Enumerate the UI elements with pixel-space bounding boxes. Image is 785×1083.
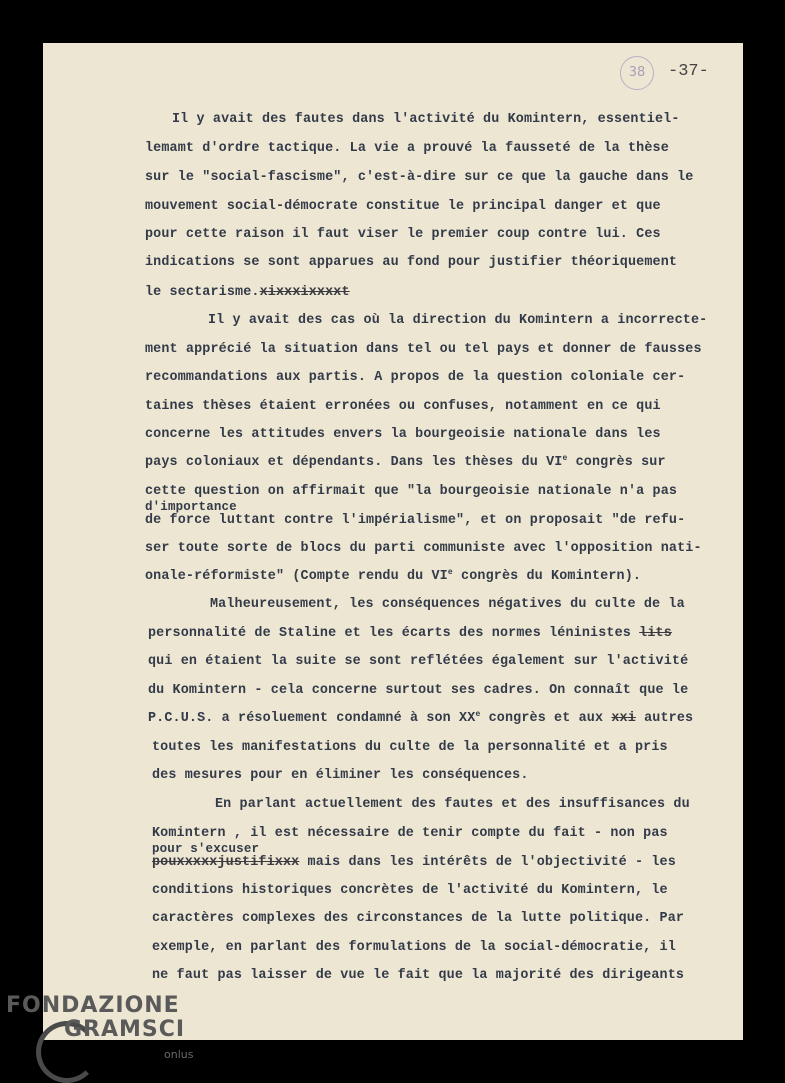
watermark-line3: onlus	[164, 1048, 194, 1061]
watermark-line1: FONDAZIONE	[6, 993, 180, 1018]
text-line: Malheureusement, les conséquences négatives du culte de la	[210, 597, 685, 612]
interlinear-insertion: pour s'excuser	[152, 842, 260, 856]
text-line: ment apprécié la situation dans tel ou tel pays et donner de fausses	[145, 342, 702, 357]
struck-text: xixxxixxxxt	[259, 285, 350, 300]
superscript: e	[562, 454, 568, 463]
text-line: Il y avait des cas où la direction du Komintern a incorrecte-	[208, 313, 708, 328]
text-line: mouvement social-démocrate constitue le principal danger et que	[145, 199, 661, 214]
text-line	[148, 683, 688, 698]
text-line: En parlant actuellement des fautes et des insuffisances du	[215, 797, 690, 812]
struck-text: lits	[639, 626, 672, 641]
watermark-line2: GRAMSCI	[64, 1017, 186, 1042]
struck-text: pouxxxxxjustifixxx	[152, 855, 300, 870]
interlinear-insertion: d'importance	[145, 500, 237, 514]
text-line	[145, 285, 350, 300]
text-line	[145, 569, 641, 584]
text-fragment: congrès du Komintern).	[452, 569, 642, 584]
text-line: des mesures pour en éliminer les conséquences.	[152, 768, 529, 783]
superscript: e	[447, 568, 453, 577]
text-line	[152, 855, 676, 870]
text-fragment: On connaît que le	[540, 683, 689, 698]
text-line: concerne les attitudes envers la bourgeoisie nationale dans les	[145, 427, 661, 442]
text-line: conditions historiques concrètes de l'activité du Komintern, le	[152, 883, 668, 898]
superscript: e	[475, 710, 481, 719]
text-line: sur le "social-fascisme", c'est-à-dire sur ce que la gauche dans le	[145, 170, 694, 185]
text-line: cette question on affirmait que "la bourgeoisie nationale n'a pas	[145, 484, 678, 499]
text-line: toutes les manifestations du culte de la personnalité et a pris	[152, 740, 668, 755]
page-number: -37-	[668, 62, 709, 81]
text-line: exemple, en parlant des formulations de la social-démocratie, il	[152, 940, 676, 955]
text-line	[148, 626, 672, 641]
text-fragment: autres	[635, 711, 694, 726]
text-line: ser toute sorte de blocs du parti communiste avec l'opposition nati-	[145, 541, 702, 556]
text-line: qui en étaient la suite se sont reflétées également sur l'activité	[148, 654, 689, 669]
text-line: indications se sont apparues au fond pour justifier théoriquement	[145, 255, 678, 270]
text-fragment: congrès sur	[567, 455, 666, 470]
text-fragment: personnalité de Staline et les écarts des normes léninistes	[148, 626, 631, 641]
text-fragment: mais dans les intérêts de l'objectivité - les	[307, 855, 676, 870]
text-line: Il y avait des fautes dans l'activité du Komintern, essentiel-	[172, 112, 680, 127]
text-line: Komintern , il est nécessaire de tenir compte du fait - non pas	[152, 826, 668, 841]
text-line: ne faut pas laisser de vue le fait que la majorité des dirigeants	[152, 968, 685, 983]
text-fragment: P.C.U.S. a résoluement condamné à son XX	[148, 711, 476, 726]
sectarisme-text: le sectarisme.	[145, 285, 260, 300]
struck-text: xxi	[611, 711, 636, 726]
text-line: recommandations aux partis. A propos de la question coloniale cer-	[145, 370, 686, 385]
text-line: de force luttant contre l'impérialisme", et on proposait "de refu-	[145, 513, 686, 528]
text-fragment: congrès et aux	[480, 711, 612, 726]
text-line: caractères complexes des circonstances de la lutte politique. Par	[152, 911, 685, 926]
text-line: lemamt d'ordre tactique. La vie a prouvé la fausseté de la thèse	[145, 141, 669, 156]
circled-archive-number: 38	[620, 56, 654, 90]
text-fragment: du Komintern - cela concerne surtout ses cadres.	[148, 683, 541, 698]
text-line	[145, 455, 666, 470]
text-fragment: onale-réformiste" (Compte rendu du VI	[145, 569, 448, 584]
text-line	[148, 711, 693, 726]
text-line: pour cette raison il faut viser le premier coup contre lui. Ces	[145, 227, 661, 242]
watermark-logo	[6, 993, 196, 1073]
text-fragment: pays coloniaux et dépendants. Dans les thèses du VI	[145, 455, 563, 470]
text-line: taines thèses étaient erronées ou confuses, notamment en ce qui	[145, 399, 661, 414]
